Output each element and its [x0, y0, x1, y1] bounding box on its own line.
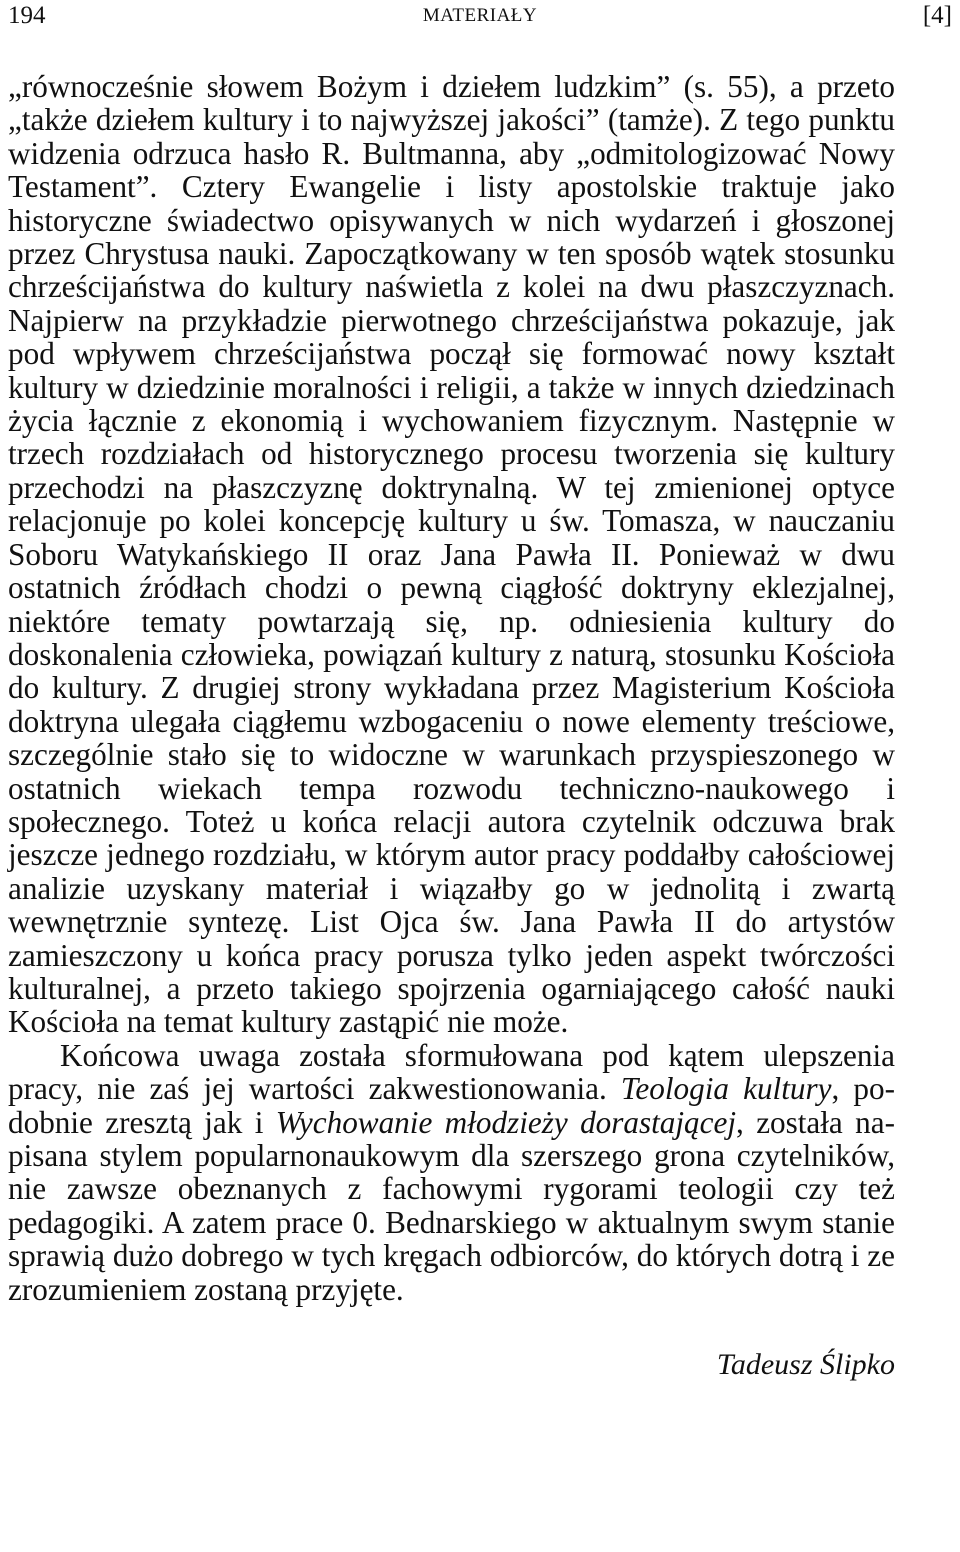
- running-head: [8, 2, 952, 36]
- paragraph-1: „równocześnie słowem Bożym i dziełem ludzkim” (s. 55), a przeto „także dziełem kultury i to najwyższej jakości” (tamże). Z tego punktu widzenia odrzuca hasło R. Bultmanna, aby „odmitologizować Nowy Testament”. Cztery Ewangelie i listy apostolskie traktuje jako historyczne świadectwo opisywanych w nich wydarzeń i głoszonej przez Chrystusa nauki. Zapoczątkowany w ten sposób wątek stosunku chrześcijaństwa do kultury naświetla z kolei na dwu płaszczyznach. Najpierw na przykładzie pierwotnego chrześcijaństwa pokazuje, jak pod wpływem chrześcijaństwa począł się formować nowy kształt kultury w dziedzinie moralności i religii, a także w innych dziedzinach życia łącznie z ekonomią i wychowaniem fizycznym. Następnie w trzech rozdziałach od historycznego procesu tworzenia się kultury przechodzi na płaszczyznę doktrynalną. W tej zmienionej optyce relacjonuje po kolei koncepcję kultury u św. Tomasza, w nauczaniu Soboru Watykańskiego II oraz Jana Pawła II. Ponieważ w dwu ostatnich źródłach chodzi o pewną ciągłość doktryny eklezjalnej, niektóre tematy powtarzają się, np. odniesienia kultury do doskonalenia człowieka, powiązań kultury z naturą, stosunku Kościoła do kultury. Z drugiej strony wykładana przez Magisterium Kościoła doktryna ulegała ciągłemu wzbogaceniu o nowe elementy treściowe, szczególnie stało się to widoczne w warunkach przyspieszonego w ostatnich wiekach tempa rozwodu techniczno-naukowego i społecznego. Toteż u końca relacji autora czytelnik odczuwa brak jeszcze jednego rozdziału, w którym autor pracy poddałby całościowej analizie uzyskany materiał i wiązałby go w jednolitą i zwartą wewnętrznie syntezę. List Ojca św. Jana Pawła II do artystów zamieszczony u końca pracy porusza tylko jeden aspekt twórczości kulturalnej, a przeto takiego spojrzenia ogarniającego całość nauki Kościoła na temat kultury zastąpić nie może.: [8, 69, 895, 1040]
- paragraph-2-part-c: , została napisana stylem popularnonaukowym dla szerszego grona czytelników, nie zawsze obeznanych z fachowymi rygorami teologii czy też pedagogiki. A zatem prace 0. Bednarskiego w aktualnym swym stanie sprawią dużo dobrego w tych kręgach odbiorców, do których dotrą i ze zrozumieniem zostaną przyjęte.: [8, 1104, 896, 1307]
- paragraph-2: [8, 1039, 895, 1306]
- section-number: [4]: [922, 2, 952, 29]
- author-signature: Tadeusz Ślipko: [716, 1348, 895, 1381]
- body-text: [8, 70, 895, 1306]
- book-title-teologia-kultury: Teologia kultury: [620, 1071, 832, 1107]
- paragraph-2-part-b: , podobnie zresztą jak i: [8, 1071, 896, 1140]
- book-title-wychowanie: Wychowanie młodzieży dorastającej: [275, 1104, 736, 1140]
- section-title: MATERIAŁY: [422, 5, 538, 26]
- paragraph-2-part-a: Końcowa uwaga została sformułowana pod kątem ulepszenia pracy, nie zaś jej wartości zakwestionowania.: [8, 1037, 895, 1107]
- page-number: 194: [8, 2, 46, 29]
